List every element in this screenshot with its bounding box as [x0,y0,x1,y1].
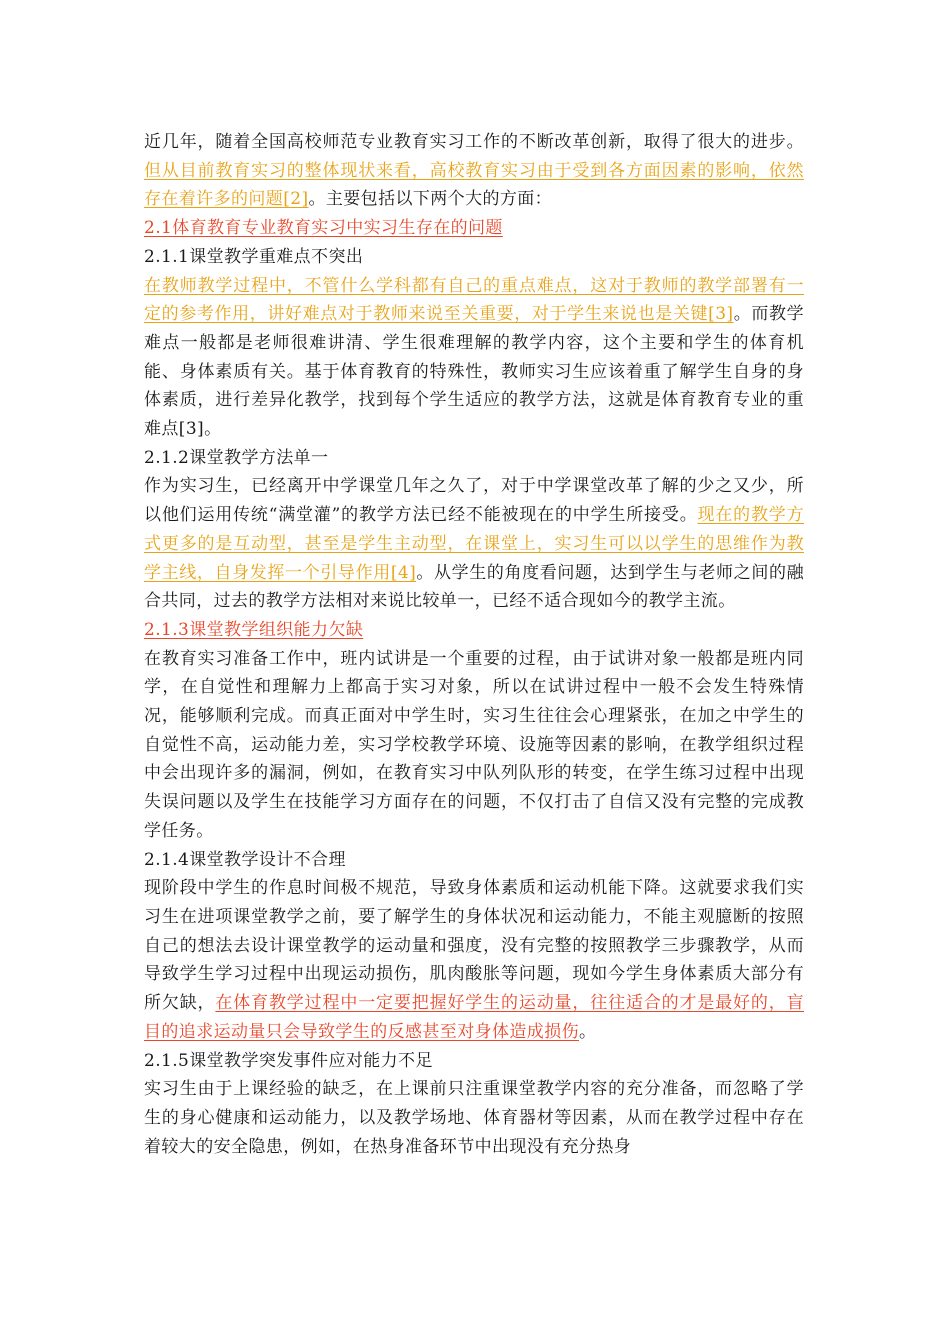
document-page [144,128,804,1161]
paragraph-2-1-5 [144,1075,804,1161]
text-run: 实习生由于上课经验的缺乏，在上课前只注重课堂教学内容的充分准备，而忽略了学生的身心健康和运动能力，以及教学场地、体育器材等因素，从而在教学过程中存在着较大的安全隐患，例如，在热身准备环节中出现没有充分热身 [144,1079,804,1157]
text-run: 作为实习生，已经离开中学课堂几年之久了，对于中学课堂改革了解的少之又少，所以他们运用传统“满堂灌”的教学方法已经不能被现在的中学生所接受。 [144,476,804,526]
highlighted-text-run: 在体育教学过程中一定要把握好学生的运动量，往往适合的才是最好的，盲目的追求运动量只会导致学生的反感甚至对身体造成损伤 [144,993,804,1042]
paragraph-2-1-3 [144,645,804,846]
heading-text: 2.1.5课堂教学突发事件应对能力不足 [144,1050,433,1071]
highlighted-heading: 2.1体育教育专业教育实习中实习生存在的问题 [144,218,503,239]
text-run: 。从学生的角度看问题，达到学生与老师之间的融合共同，过去的教学方法相对来说比较单一，已经不适合现如今的教学主流。 [144,562,804,612]
text-run: 。而教学难点一般都是老师很难讲清、学生很难理解的教学内容，这个主要和学生的体育机能、身体素质有关。基于体育教育的特殊性，教师实习生应该着重了解学生自身的身体素质，进行差异化教学，找到每个学生适应的教学方法，这就是体育教育专业的重难点[3]。 [144,304,804,440]
paragraph-2-1-2 [144,472,804,616]
text-run: 现阶段中学生的作息时间极不规范，导致身体素质和运动机能下降。这就要求我们实习生在进项课堂教学之前，要了解学生的身体状况和运动能力，不能主观臆断的按照自己的想法去设计课堂教学的运动量和强度，没有完整的按照教学三步骤教学，从而导致学生学习过程中出现运动损伤，肌肉酸胀等问题，现如今学生身体素质大部分有所欠缺， [144,878,804,1014]
section-heading-2-1-4 [144,846,804,875]
paragraph-2-1-1 [144,272,804,444]
section-heading-2-1 [144,214,804,243]
section-heading-2-1-1 [144,243,804,272]
highlighted-text-run: 在教师教学过程中，不管什么学科都有自己的重点难点，这对于教师的教学部署有一定的参考作用，讲好难点对于教师来说至关重要，对于学生来说也是关键[3] [144,275,804,325]
highlighted-text-run: 现在的教学方式更多的是互动型，甚至是学生主动型，在课堂上，实习生可以以学生的思维作为教学主线，自身发挥一个引导作用[4] [144,505,804,583]
heading-text: 2.1.1课堂教学重难点不突出 [144,246,364,267]
intro-paragraph [144,128,804,214]
section-heading-2-1-5 [144,1047,804,1076]
text-run: 近几年，随着全国高校师范专业教育实习工作的不断改革创新，取得了很大的进步。 [144,132,804,152]
section-heading-2-1-2 [144,444,804,473]
heading-text: 2.1.4课堂教学设计不合理 [144,849,346,870]
section-heading-2-1-3 [144,616,804,645]
text-run: 在教育实习准备工作中，班内试讲是一个重要的过程，由于试讲对象一般都是班内同学，在自觉性和理解力上都高于实习对象，所以在试讲过程中一般不会发生特殊情况，能够顺利完成。而真正面对中学生时，实习生往往会心理紧张，在加之中学生的自觉性不高，运动能力差，实习学校教学环境、设施等因素的影响，在教学组织过程中会出现许多的漏洞，例如，在教育实习中队列队形的转变，在学生练习过程中出现失误问题以及学生在技能学习方面存在的问题，不仅打击了自信又没有完整的完成教学任务。 [144,648,804,841]
highlighted-heading: 2.1.3课堂教学组织能力欠缺 [144,619,364,640]
highlighted-text-run: 但从目前教育实习的整体现状来看，高校教育实习由于受到各方面因素的影响，依然存在着许多的问题[2] [144,160,804,210]
text-run: 。 [579,1021,597,1042]
paragraph-2-1-4 [144,874,804,1046]
text-run: 。主要包括以下两个大的方面： [308,189,553,210]
heading-text: 2.1.2课堂教学方法单一 [144,447,329,468]
